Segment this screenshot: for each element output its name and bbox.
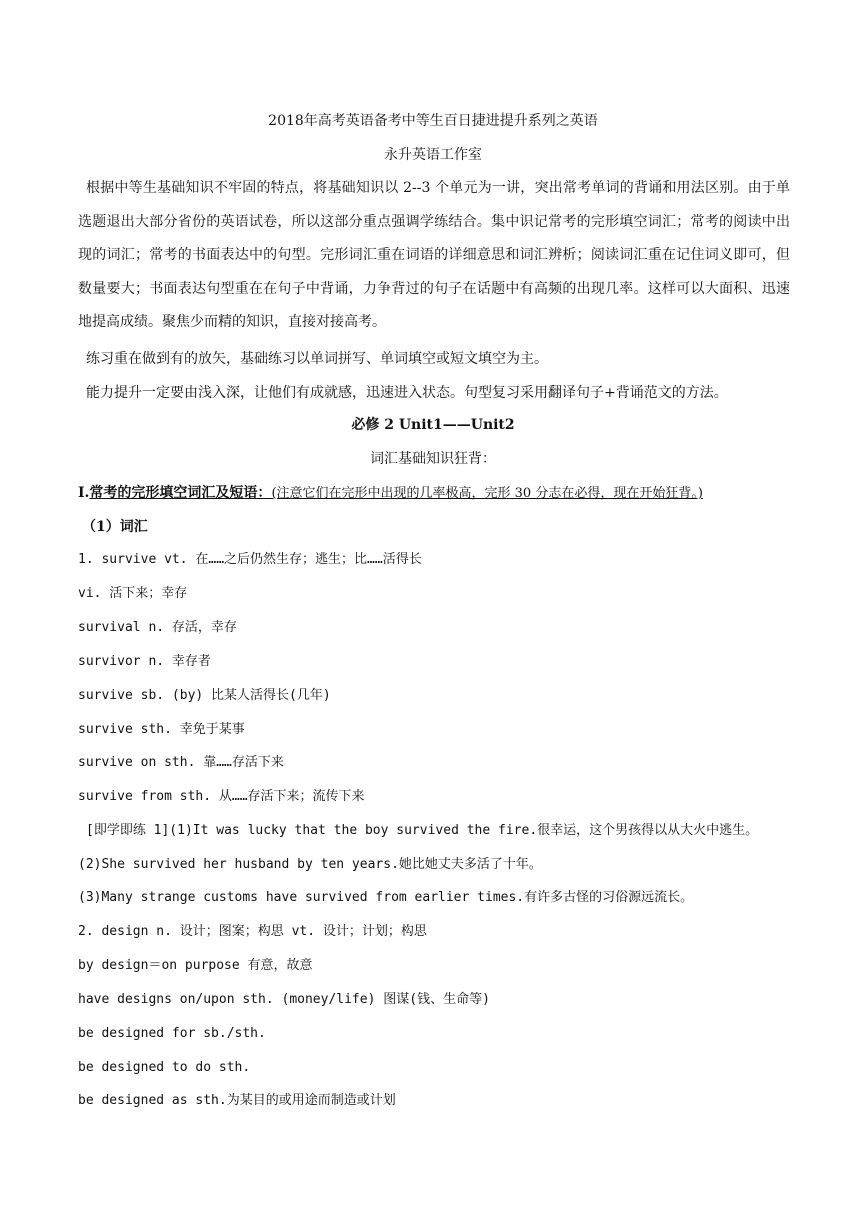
- entry-survive: 1. survive vt. 在……之后仍然生存；逃生；比……活得长: [78, 552, 422, 567]
- intro-paragraph-1: 根据中等生基础知识不牢固的特点，将基础知识以 2--3 个单元为一讲，突出常考单词的背诵和用法区别。由于单选题退出大部分省份的英语试卷，所以这部分重点强调学练结合。集中识记常考的完形填空词汇；常考的阅读中出现的词汇；常考的书面表达中的句型。完形词汇重在词语的详细意思和词汇辨析；阅读词汇重在记住词义即可，但数量要大；书面表达句型重在在句子中背诵，力争背过的句子在话题中有高频的出现几率。这样可以大面积、迅速地提高成绩。聚焦少而精的知识，直接对接高考。: [78, 180, 790, 331]
- intro-paragraph-3: 能力提升一定要由浅入深，让他们有成就感，迅速进入状态。句型复习采用翻译句子+背诵范文的方法。: [86, 385, 728, 401]
- intro-paragraph-2: 练习重在做到有的放矢，基础练习以单词拼写、单词填空或短文填空为主。: [86, 351, 548, 367]
- unit-title: 必修 2 Unit1——Unit2: [351, 417, 515, 433]
- entry-survivor: survivor n. 幸存者: [78, 654, 211, 669]
- entry-survival: survival n. 存活，幸存: [78, 620, 237, 635]
- entry-survive-on: survive on sth. 靠……存活下来: [78, 755, 284, 770]
- entry-survive-vi: vi. 活下来；幸存: [78, 586, 188, 601]
- practice-1: [即学即练 1](1)It was lucky that the boy survived the fire.很幸运，这个男孩得以从大火中逃生。: [86, 823, 759, 838]
- practice-2: (2)She survived her husband by ten years.她比她丈夫多活了十年。: [78, 857, 542, 872]
- entry-by-design: by design＝on purpose 有意，故意: [78, 958, 313, 973]
- entry-designed-to: be designed to do sth.: [78, 1060, 251, 1075]
- studio-name: 永升英语工作室: [384, 147, 482, 163]
- unit-subtitle: 词汇基础知识狂背：: [370, 451, 496, 467]
- entry-designed-for: be designed for sb./sth.: [78, 1026, 266, 1041]
- section-note: (注意它们在完形中出现的几率极高，完形 30 分志在必得，现在开始狂背。): [271, 486, 703, 501]
- section-title: 常考的完形填空词汇及短语：: [89, 485, 272, 501]
- subsection-vocabulary: （1）词汇: [82, 519, 148, 535]
- document-title: 2018年高考英语备考中等生百日捷进提升系列之英语: [268, 113, 598, 129]
- entry-have-designs: have designs on/upon sth. (money/life) 图谋(钱、生命等): [78, 992, 490, 1007]
- entry-survive-sb: survive sb. (by) 比某人活得长(几年): [78, 688, 331, 703]
- section-number: I.: [78, 485, 90, 501]
- entry-survive-from: survive from sth. 从……存活下来；流传下来: [78, 789, 365, 804]
- entry-designed-as: be designed as sth.为某目的或用途而制造或计划: [78, 1093, 396, 1108]
- practice-3: (3)Many strange customs have survived from earlier times.有许多古怪的习俗源远流长。: [78, 890, 694, 905]
- entry-survive-sth: survive sth. 幸免于某事: [78, 722, 245, 737]
- section-heading: [78, 483, 788, 504]
- entry-design: 2. design n. 设计；图案；构思 vt. 设计；计划；构思: [78, 924, 427, 939]
